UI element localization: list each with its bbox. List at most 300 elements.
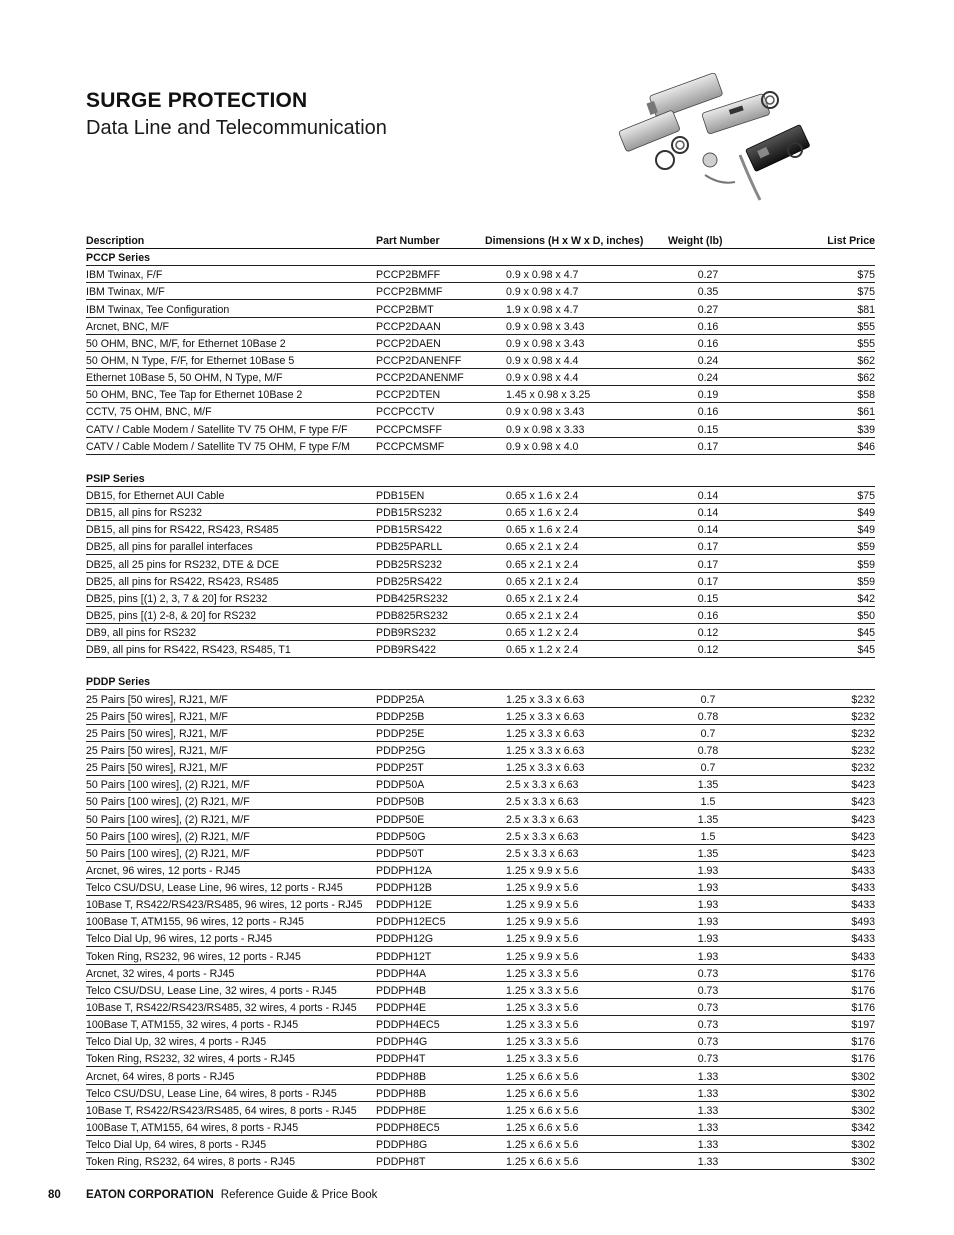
cell-description: Ethernet 10Base 5, 50 OHM, N Type, M/F (86, 372, 283, 385)
cell-dimensions: 1.25 x 9.9 x 5.6 (506, 950, 579, 963)
cell-weight: 1.33 (697, 1104, 719, 1117)
cell-description: IBM Twinax, Tee Configuration (86, 303, 230, 316)
cell-weight: 1.93 (697, 933, 719, 946)
table-row (86, 335, 875, 352)
cell-description: Arcnet, 32 wires, 4 ports - RJ45 (86, 967, 235, 980)
series-name: PSIP Series (86, 472, 145, 485)
cell-dimensions: 0.65 x 2.1 x 2.4 (506, 609, 579, 622)
cell-dimensions: 0.9 x 0.98 x 4.0 (506, 440, 579, 453)
cell-list-price: $302 (851, 1156, 875, 1169)
cell-part-number: PDB9RS422 (376, 644, 437, 657)
cell-part-number: PCCP2DANENFF (376, 354, 462, 367)
cell-dimensions: 0.9 x 0.98 x 3.43 (506, 320, 585, 333)
cell-description: 25 Pairs [50 wires], RJ21, M/F (86, 710, 228, 723)
table-row (86, 776, 875, 793)
cell-dimensions: 1.25 x 3.3 x 5.6 (506, 984, 579, 997)
table-row (86, 1085, 875, 1102)
cell-dimensions: 2.5 x 3.3 x 6.63 (506, 796, 579, 809)
cell-weight: 0.17 (697, 541, 719, 554)
cell-part-number: PCCPCMSMF (376, 440, 445, 453)
cell-list-price: $232 (851, 762, 875, 775)
cell-list-price: $232 (851, 744, 875, 757)
cell-list-price: $423 (851, 813, 875, 826)
cell-list-price: $81 (857, 303, 875, 316)
cell-list-price: $493 (851, 916, 875, 929)
cell-description: 100Base T, ATM155, 32 wires, 4 ports - RJ45 (86, 1019, 299, 1032)
cell-weight: 1.5 (700, 830, 716, 843)
cell-dimensions: 1.25 x 3.3 x 5.6 (506, 1002, 579, 1015)
cell-description: CCTV, 75 OHM, BNC, M/F (86, 406, 212, 419)
cell-list-price: $176 (851, 967, 875, 980)
cell-dimensions: 0.65 x 1.2 x 2.4 (506, 644, 579, 657)
cell-description: Telco CSU/DSU, Lease Line, 96 wires, 12 ports - RJ45 (86, 882, 343, 895)
page-subtitle: Data Line and Telecommunication (86, 117, 387, 139)
cell-list-price: $302 (851, 1070, 875, 1083)
cell-list-price: $62 (857, 354, 875, 367)
header-dimensions: Dimensions (H x W x D, inches) (485, 235, 644, 247)
cell-dimensions: 1.25 x 9.9 x 5.6 (506, 882, 579, 895)
table-row (86, 999, 875, 1016)
cell-description: 100Base T, ATM155, 96 wires, 12 ports - RJ45 (86, 916, 305, 929)
cell-part-number: PCCP2BMT (376, 303, 434, 316)
table-row (86, 793, 875, 810)
table-row (86, 725, 875, 742)
cell-description: 50 Pairs [100 wires], (2) RJ21, M/F (86, 796, 250, 809)
cell-dimensions: 0.65 x 2.1 x 2.4 (506, 575, 579, 588)
price-table (86, 233, 875, 1170)
header-part-number: Part Number (376, 235, 440, 247)
cell-list-price: $232 (851, 727, 875, 740)
cell-part-number: PCCPCCTV (376, 406, 435, 419)
cell-description: DB25, pins [(1) 2, 3, 7 & 20] for RS232 (86, 592, 268, 605)
cell-list-price: $49 (857, 524, 875, 537)
cell-description: Telco Dial Up, 96 wires, 12 ports - RJ45 (86, 933, 273, 946)
cell-description: DB25, all pins for parallel interfaces (86, 541, 253, 554)
cell-part-number: PDB25RS422 (376, 575, 442, 588)
table-row (86, 624, 875, 641)
cell-dimensions: 1.25 x 3.3 x 5.6 (506, 1036, 579, 1049)
cell-list-price: $433 (851, 899, 875, 912)
cell-weight: 0.16 (697, 320, 719, 333)
table-row (86, 403, 875, 420)
cell-list-price: $176 (851, 984, 875, 997)
table-row (86, 896, 875, 913)
cell-weight: 0.14 (697, 489, 719, 502)
cell-weight: 0.73 (697, 1019, 719, 1032)
cell-part-number: PDDPH8EC5 (376, 1122, 440, 1135)
cell-weight: 0.73 (697, 1053, 719, 1066)
cell-description: 50 Pairs [100 wires], (2) RJ21, M/F (86, 813, 250, 826)
table-row (86, 641, 875, 658)
cell-part-number: PDDP25E (376, 727, 425, 740)
cell-part-number: PDB15EN (376, 489, 425, 502)
header-list-price: List Price (827, 235, 875, 247)
cell-description: 25 Pairs [50 wires], RJ21, M/F (86, 762, 228, 775)
cell-weight: 1.93 (697, 916, 719, 929)
cell-list-price: $176 (851, 1053, 875, 1066)
cell-description: 25 Pairs [50 wires], RJ21, M/F (86, 727, 228, 740)
cell-part-number: PDDPH12A (376, 864, 432, 877)
series-name: PCCP Series (86, 252, 150, 265)
cell-part-number: PCCP2BMFF (376, 269, 441, 282)
cell-list-price: $42 (857, 592, 875, 605)
cell-weight: 0.7 (700, 762, 716, 775)
cell-description: DB15, for Ethernet AUI Cable (86, 489, 225, 502)
table-row (86, 1067, 875, 1084)
cell-description: DB25, pins [(1) 2-8, & 20] for RS232 (86, 609, 257, 622)
table-row (86, 521, 875, 538)
cell-weight: 1.35 (697, 779, 719, 792)
cell-weight: 0.73 (697, 984, 719, 997)
cell-part-number: PDDPH4G (376, 1036, 428, 1049)
cell-description: 50 OHM, BNC, Tee Tap for Ethernet 10Base 2 (86, 389, 303, 402)
cell-dimensions: 1.25 x 6.6 x 5.6 (506, 1139, 579, 1152)
cell-weight: 0.73 (697, 1036, 719, 1049)
cell-dimensions: 0.9 x 0.98 x 4.4 (506, 372, 579, 385)
table-row (86, 708, 875, 725)
cell-list-price: $232 (851, 710, 875, 723)
cell-dimensions: 1.25 x 3.3 x 6.63 (506, 727, 585, 740)
cell-part-number: PDDP50B (376, 796, 425, 809)
cell-weight: 1.33 (697, 1087, 719, 1100)
table-row (86, 573, 875, 590)
cell-list-price: $75 (857, 269, 875, 282)
table-row (86, 1136, 875, 1153)
cell-list-price: $46 (857, 440, 875, 453)
cell-list-price: $302 (851, 1104, 875, 1117)
cell-list-price: $61 (857, 406, 875, 419)
cell-description: Arcnet, 64 wires, 8 ports - RJ45 (86, 1070, 235, 1083)
cell-description: 50 Pairs [100 wires], (2) RJ21, M/F (86, 847, 250, 860)
cell-dimensions: 1.25 x 9.9 x 5.6 (506, 933, 579, 946)
series-name: PDDP Series (86, 676, 150, 689)
table-row (86, 828, 875, 845)
table-row (86, 300, 875, 317)
cell-weight: 0.78 (697, 710, 719, 723)
cell-description: Telco Dial Up, 32 wires, 4 ports - RJ45 (86, 1036, 267, 1049)
table-row (86, 538, 875, 555)
cell-list-price: $58 (857, 389, 875, 402)
cell-description: Telco CSU/DSU, Lease Line, 64 wires, 8 ports - RJ45 (86, 1087, 337, 1100)
cell-weight: 0.12 (697, 644, 719, 657)
cell-description: 50 OHM, BNC, M/F, for Ethernet 10Base 2 (86, 337, 286, 350)
cell-dimensions: 1.25 x 3.3 x 6.63 (506, 710, 585, 723)
cell-weight: 0.12 (697, 627, 719, 640)
cell-list-price: $50 (857, 609, 875, 622)
cell-dimensions: 0.65 x 2.1 x 2.4 (506, 541, 579, 554)
table-row (86, 690, 875, 707)
cell-description: DB25, all 25 pins for RS232, DTE & DCE (86, 558, 280, 571)
table-row (86, 1119, 875, 1136)
cell-weight: 0.7 (700, 727, 716, 740)
cell-description: Telco Dial Up, 64 wires, 8 ports - RJ45 (86, 1139, 267, 1152)
cell-part-number: PDDPH4A (376, 967, 427, 980)
cell-dimensions: 1.25 x 3.3 x 5.6 (506, 1019, 579, 1032)
cell-description: Token Ring, RS232, 64 wires, 8 ports - RJ45 (86, 1156, 296, 1169)
publication-name: Reference Guide & Price Book (220, 1189, 378, 1201)
cell-description: DB15, all pins for RS422, RS423, RS485 (86, 524, 279, 537)
cell-part-number: PDB825RS232 (376, 609, 448, 622)
cell-weight: 0.16 (697, 609, 719, 622)
cell-description: CATV / Cable Modem / Satellite TV 75 OHM, F type F/F (86, 423, 348, 436)
cell-list-price: $49 (857, 507, 875, 520)
cell-list-price: $342 (851, 1122, 875, 1135)
cell-dimensions: 1.25 x 9.9 x 5.6 (506, 916, 579, 929)
cell-weight: 1.35 (697, 847, 719, 860)
cell-list-price: $433 (851, 933, 875, 946)
cell-dimensions: 1.25 x 3.3 x 6.63 (506, 693, 585, 706)
cell-list-price: $433 (851, 864, 875, 877)
cell-part-number: PDB425RS232 (376, 592, 448, 605)
cell-part-number: PDB25RS232 (376, 558, 442, 571)
cell-part-number: PDDP25G (376, 744, 426, 757)
cell-dimensions: 0.65 x 1.6 x 2.4 (506, 489, 579, 502)
cell-part-number: PCCP2DAAN (376, 320, 441, 333)
cell-description: Arcnet, 96 wires, 12 ports - RJ45 (86, 864, 241, 877)
company-name: EATON CORPORATION (86, 1189, 214, 1201)
cell-description: DB25, all pins for RS422, RS423, RS485 (86, 575, 279, 588)
cell-dimensions: 1.25 x 6.6 x 5.6 (506, 1070, 579, 1083)
cell-dimensions: 1.25 x 9.9 x 5.6 (506, 899, 579, 912)
cell-part-number: PDDP50G (376, 830, 426, 843)
table-row (86, 1016, 875, 1033)
cell-dimensions: 0.65 x 1.2 x 2.4 (506, 627, 579, 640)
cell-part-number: PDDPH8B (376, 1070, 427, 1083)
cell-part-number: PDB15RS422 (376, 524, 442, 537)
table-row (86, 386, 875, 403)
section-spacer (86, 658, 875, 673)
section-spacer (86, 455, 875, 470)
cell-dimensions: 1.25 x 6.6 x 5.6 (506, 1087, 579, 1100)
table-row (86, 965, 875, 982)
cell-weight: 0.15 (697, 592, 719, 605)
table-row (86, 283, 875, 300)
cell-dimensions: 2.5 x 3.3 x 6.63 (506, 779, 579, 792)
cell-weight: 0.17 (697, 558, 719, 571)
header-weight: Weight (lb) (668, 235, 723, 247)
cell-dimensions: 2.5 x 3.3 x 6.63 (506, 847, 579, 860)
cell-weight: 0.35 (697, 286, 719, 299)
cell-part-number: PCCP2DANENMF (376, 372, 464, 385)
cell-list-price: $59 (857, 541, 875, 554)
cell-part-number: PDDPH4T (376, 1053, 426, 1066)
table-row (86, 1033, 875, 1050)
cell-description: 25 Pairs [50 wires], RJ21, M/F (86, 693, 228, 706)
table-row (86, 810, 875, 827)
cell-part-number: PDB15RS232 (376, 507, 442, 520)
cell-dimensions: 2.5 x 3.3 x 6.63 (506, 813, 579, 826)
cell-part-number: PCCPCMSFF (376, 423, 442, 436)
cell-list-price: $55 (857, 337, 875, 350)
cell-description: 10Base T, RS422/RS423/RS485, 96 wires, 12 ports - RJ45 (86, 899, 363, 912)
cell-dimensions: 0.9 x 0.98 x 3.33 (506, 423, 585, 436)
cell-list-price: $45 (857, 627, 875, 640)
cell-list-price: $59 (857, 558, 875, 571)
table-row (86, 913, 875, 930)
cell-description: 50 Pairs [100 wires], (2) RJ21, M/F (86, 779, 250, 792)
cell-weight: 0.19 (697, 389, 719, 402)
table-row (86, 982, 875, 999)
table-row (86, 318, 875, 335)
cell-part-number: PDDPH12EC5 (376, 916, 446, 929)
cell-weight: 0.24 (697, 354, 719, 367)
table-row (86, 1153, 875, 1170)
cell-list-price: $176 (851, 1002, 875, 1015)
cell-weight: 1.5 (700, 796, 716, 809)
table-row (86, 759, 875, 776)
table-row (86, 930, 875, 947)
cell-dimensions: 1.25 x 3.3 x 5.6 (506, 967, 579, 980)
cell-dimensions: 1.25 x 3.3 x 6.63 (506, 762, 585, 775)
table-row (86, 607, 875, 624)
table-row (86, 487, 875, 504)
cell-list-price: $45 (857, 644, 875, 657)
cell-dimensions: 1.9 x 0.98 x 4.7 (506, 303, 579, 316)
cell-part-number: PCCP2DTEN (376, 389, 441, 402)
cell-weight: 1.33 (697, 1122, 719, 1135)
cell-part-number: PDB25PARLL (376, 541, 443, 554)
cell-part-number: PDDPH8G (376, 1139, 428, 1152)
cell-part-number: PDDPH12G (376, 933, 434, 946)
cell-weight: 1.93 (697, 882, 719, 895)
cell-list-price: $75 (857, 286, 875, 299)
cell-dimensions: 1.25 x 3.3 x 6.63 (506, 744, 585, 757)
cell-dimensions: 0.65 x 2.1 x 2.4 (506, 592, 579, 605)
cell-description: 25 Pairs [50 wires], RJ21, M/F (86, 744, 228, 757)
cell-dimensions: 1.45 x 0.98 x 3.25 (506, 389, 591, 402)
cell-part-number: PDDPH8T (376, 1156, 426, 1169)
table-row (86, 352, 875, 369)
cell-part-number: PDDPH4EC5 (376, 1019, 440, 1032)
cell-dimensions: 1.25 x 9.9 x 5.6 (506, 864, 579, 877)
cell-description: DB15, all pins for RS232 (86, 507, 203, 520)
cell-list-price: $423 (851, 779, 875, 792)
cell-part-number: PDB9RS232 (376, 627, 437, 640)
cell-description: DB9, all pins for RS422, RS423, RS485, T1 (86, 644, 291, 657)
cell-list-price: $302 (851, 1087, 875, 1100)
table-row (86, 438, 875, 455)
table-row (86, 504, 875, 521)
cell-part-number: PDDPH4B (376, 984, 427, 997)
table-row (86, 1050, 875, 1067)
cell-description: CATV / Cable Modem / Satellite TV 75 OHM, F type F/M (86, 440, 350, 453)
cell-dimensions: 0.65 x 1.6 x 2.4 (506, 507, 579, 520)
cell-part-number: PDDPH8E (376, 1104, 427, 1117)
table-row (86, 266, 875, 283)
cell-description: 100Base T, ATM155, 64 wires, 8 ports - RJ45 (86, 1122, 299, 1135)
cell-dimensions: 0.65 x 1.6 x 2.4 (506, 524, 579, 537)
table-row (86, 742, 875, 759)
table-row (86, 555, 875, 572)
cell-weight: 0.17 (697, 575, 719, 588)
cell-list-price: $423 (851, 796, 875, 809)
cell-dimensions: 0.65 x 2.1 x 2.4 (506, 558, 579, 571)
cell-part-number: PDDP50T (376, 847, 424, 860)
cell-dimensions: 0.9 x 0.98 x 4.7 (506, 286, 579, 299)
cell-dimensions: 1.25 x 6.6 x 5.6 (506, 1104, 579, 1117)
cell-part-number: PDDP25B (376, 710, 425, 723)
cell-weight: 0.78 (697, 744, 719, 757)
cell-list-price: $433 (851, 950, 875, 963)
cell-weight: 0.73 (697, 1002, 719, 1015)
cell-part-number: PDDP25T (376, 762, 424, 775)
cell-list-price: $302 (851, 1139, 875, 1152)
cell-part-number: PDDP25A (376, 693, 425, 706)
cell-part-number: PDDPH4E (376, 1002, 427, 1015)
cell-list-price: $176 (851, 1036, 875, 1049)
cell-dimensions: 0.9 x 0.98 x 4.4 (506, 354, 579, 367)
cell-part-number: PDDP50E (376, 813, 425, 826)
cell-list-price: $423 (851, 830, 875, 843)
cell-description: 50 Pairs [100 wires], (2) RJ21, M/F (86, 830, 250, 843)
cell-dimensions: 2.5 x 3.3 x 6.63 (506, 830, 579, 843)
table-row (86, 862, 875, 879)
table-row (86, 947, 875, 964)
cell-weight: 0.14 (697, 507, 719, 520)
cell-description: DB9, all pins for RS232 (86, 627, 197, 640)
product-photo (610, 60, 835, 210)
cell-weight: 0.17 (697, 440, 719, 453)
cell-list-price: $39 (857, 423, 875, 436)
table-row (86, 879, 875, 896)
cell-part-number: PCCP2BMMF (376, 286, 443, 299)
table-row (86, 420, 875, 437)
cell-list-price: $197 (851, 1019, 875, 1032)
cell-part-number: PCCP2DAEN (376, 337, 441, 350)
cell-description: Telco CSU/DSU, Lease Line, 32 wires, 4 ports - RJ45 (86, 984, 337, 997)
cell-list-price: $62 (857, 372, 875, 385)
page-number: 80 (48, 1189, 61, 1201)
cell-weight: 0.73 (697, 967, 719, 980)
header-description: Description (86, 235, 145, 247)
cell-description: IBM Twinax, M/F (86, 286, 165, 299)
cell-part-number: PDDPH12T (376, 950, 432, 963)
cell-dimensions: 1.25 x 3.3 x 5.6 (506, 1053, 579, 1066)
cell-weight: 1.33 (697, 1070, 719, 1083)
cell-list-price: $423 (851, 847, 875, 860)
cell-description: 50 OHM, N Type, F/F, for Ethernet 10Base 5 (86, 354, 295, 367)
cell-list-price: $75 (857, 489, 875, 502)
cell-weight: 1.35 (697, 813, 719, 826)
cell-dimensions: 0.9 x 0.98 x 3.43 (506, 337, 585, 350)
cell-description: Token Ring, RS232, 32 wires, 4 ports - RJ45 (86, 1053, 296, 1066)
table-row (86, 369, 875, 386)
cell-weight: 1.93 (697, 950, 719, 963)
cell-list-price: $55 (857, 320, 875, 333)
cell-weight: 0.16 (697, 337, 719, 350)
cell-part-number: PDDPH8B (376, 1087, 427, 1100)
cell-dimensions: 0.9 x 0.98 x 3.43 (506, 406, 585, 419)
cell-weight: 1.93 (697, 864, 719, 877)
cell-description: Arcnet, BNC, M/F (86, 320, 169, 333)
cell-weight: 1.93 (697, 899, 719, 912)
page-footer (48, 1189, 377, 1201)
series-heading (86, 249, 875, 266)
cell-description: Token Ring, RS232, 96 wires, 12 ports - RJ45 (86, 950, 301, 963)
cell-description: 10Base T, RS422/RS423/RS485, 64 wires, 8 ports - RJ45 (86, 1104, 357, 1117)
cell-part-number: PDDPH12B (376, 882, 432, 895)
cell-part-number: PDDP50A (376, 779, 425, 792)
series-heading (86, 673, 875, 690)
cell-weight: 0.14 (697, 524, 719, 537)
cell-dimensions: 1.25 x 6.6 x 5.6 (506, 1156, 579, 1169)
table-row (86, 845, 875, 862)
cell-part-number: PDDPH12E (376, 899, 432, 912)
cell-description: 10Base T, RS422/RS423/RS485, 32 wires, 4 ports - RJ45 (86, 1002, 357, 1015)
cell-weight: 1.33 (697, 1156, 719, 1169)
cell-dimensions: 1.25 x 6.6 x 5.6 (506, 1122, 579, 1135)
cell-list-price: $433 (851, 882, 875, 895)
